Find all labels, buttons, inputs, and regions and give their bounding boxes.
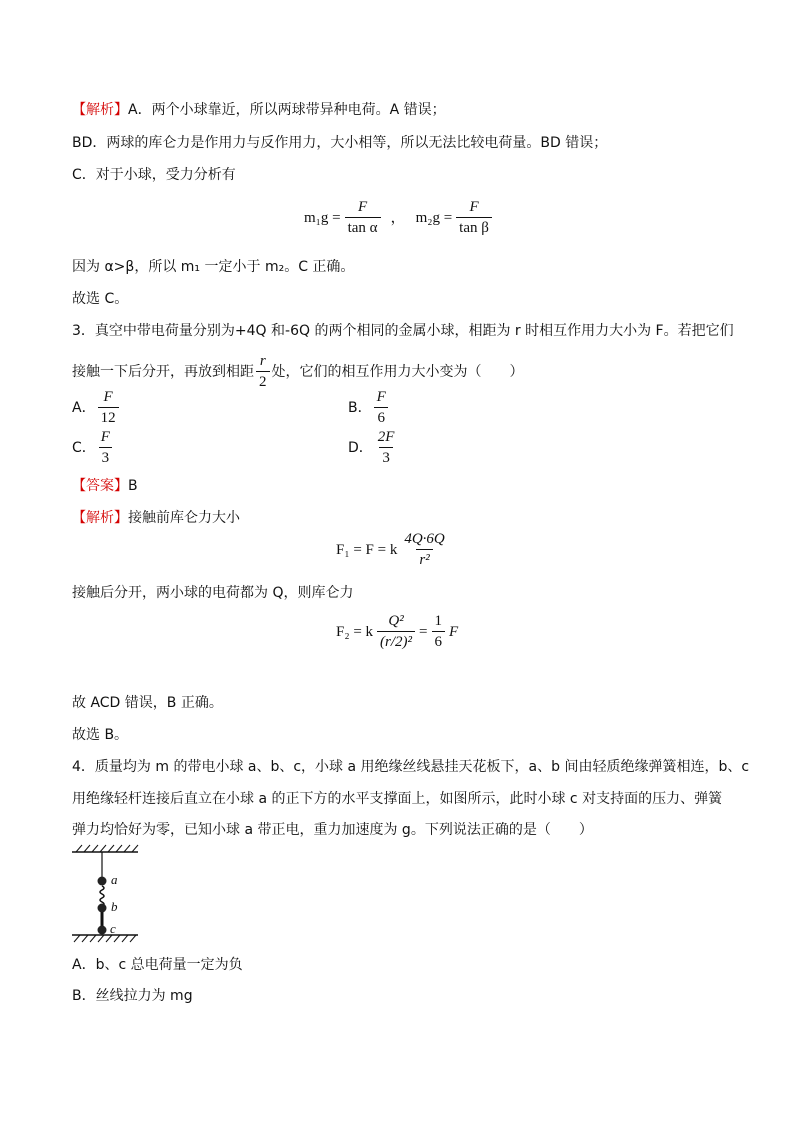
q3-equation-1: F₁ = F = k $\frac{4Q\cdot 6Q}{\text{r²}}$ bbox=[336, 531, 445, 568]
fraction: $\frac{F}{\text{tan α}}$ bbox=[345, 198, 381, 237]
q3-option-a: A． $\frac{F}{12}$ bbox=[72, 388, 121, 427]
q3-option-b: B． $\frac{F}{6}$ bbox=[348, 388, 391, 427]
q3-equation-2: F₂ = k $\frac{\text{Q²}}{\text{(r/2)²}}$ = $\frac{1}{6}$ F bbox=[336, 613, 459, 650]
q3-stem-line2: 接触一下后分开，再放到相距 $\frac{r}{2}$ 处，它们的相互作用力大小变为（ ） bbox=[72, 353, 524, 390]
spring bbox=[100, 886, 104, 906]
q4-stem-line1: 4．质量均为 m 的带电小球 a、b、c，小球 a 用绝缘丝线悬挂天花板下，a、b 间由轻质绝缘弹簧相连，b、c bbox=[72, 759, 750, 775]
label-c: c bbox=[110, 921, 116, 936]
q4-option-b: B．丝线拉力为 mg bbox=[72, 988, 193, 1004]
q2-analysis-c: C．对于小球，受力分析有 bbox=[72, 167, 236, 183]
ball-c bbox=[98, 926, 107, 935]
spring-rod-figure bbox=[68, 842, 148, 946]
q4-stem-line3: 弹力均恰好为零，已知小球 a 带正电，重力加速度为 g。下列说法正确的是（ ） bbox=[72, 822, 593, 838]
analysis-tag: 【解析】 bbox=[72, 102, 128, 118]
q3-option-d: D． $\frac{2F}{3}$ bbox=[348, 429, 395, 466]
q3-answer: 【答案】B bbox=[72, 478, 138, 494]
q2-equation: m₁g = $\frac{F}{\text{tan α}}$ ， m₂g = $\frac{F}{\text{tan β}}$ bbox=[302, 198, 494, 237]
ball-a bbox=[98, 877, 107, 886]
q3-analysis-2: 接触后分开，两小球的电荷都为 Q，则库仑力 bbox=[72, 585, 354, 601]
q3-option-c: C． $\frac{F}{3}$ bbox=[72, 428, 115, 467]
q3-stem-line1: 3．真空中带电荷量分别为+4Q 和-6Q 的两个相同的金属小球，相距为 r 时相互作用力大小为 F。若把它们 bbox=[72, 323, 734, 339]
q2-analysis-a: 【解析】A．两个小球靠近，所以两球带异种电荷。A 错误； bbox=[72, 102, 446, 118]
ball-b bbox=[98, 904, 107, 913]
floor-hatch bbox=[74, 935, 136, 942]
fraction: $\frac{F}{\text{tan β}}$ bbox=[456, 198, 492, 237]
fraction: $\frac{r}{2}$ bbox=[256, 352, 270, 391]
q4-option-a: A．b、c 总电荷量一定为负 bbox=[72, 957, 243, 973]
q4-stem-line2: 用绝缘轻杆连接后直立在小球 a 的正下方的水平支撑面上，如图所示，此时小球 c 对支持面的压力、弹簧 bbox=[72, 791, 723, 807]
q3-conclusion: 故 ACD 错误，B 正确。 bbox=[72, 695, 223, 711]
answer-tag: 【答案】 bbox=[72, 478, 128, 494]
ceiling-hatch bbox=[76, 845, 138, 852]
q3-choose: 故选 B。 bbox=[72, 727, 129, 743]
label-a: a bbox=[111, 872, 118, 887]
analysis-tag: 【解析】 bbox=[72, 510, 128, 526]
q2-choose: 故选 C。 bbox=[72, 291, 129, 307]
q2-analysis-bd: BD．两球的库仑力是作用力与反作用力，大小相等，所以无法比较电荷量。BD 错误； bbox=[72, 135, 608, 151]
q2-because: 因为 α>β，所以 m₁ 一定小于 m₂。C 正确。 bbox=[72, 259, 355, 275]
q3-analysis-1: 【解析】接触前库仑力大小 bbox=[72, 510, 240, 526]
q4-figure bbox=[68, 842, 148, 946]
label-b: b bbox=[111, 899, 118, 914]
